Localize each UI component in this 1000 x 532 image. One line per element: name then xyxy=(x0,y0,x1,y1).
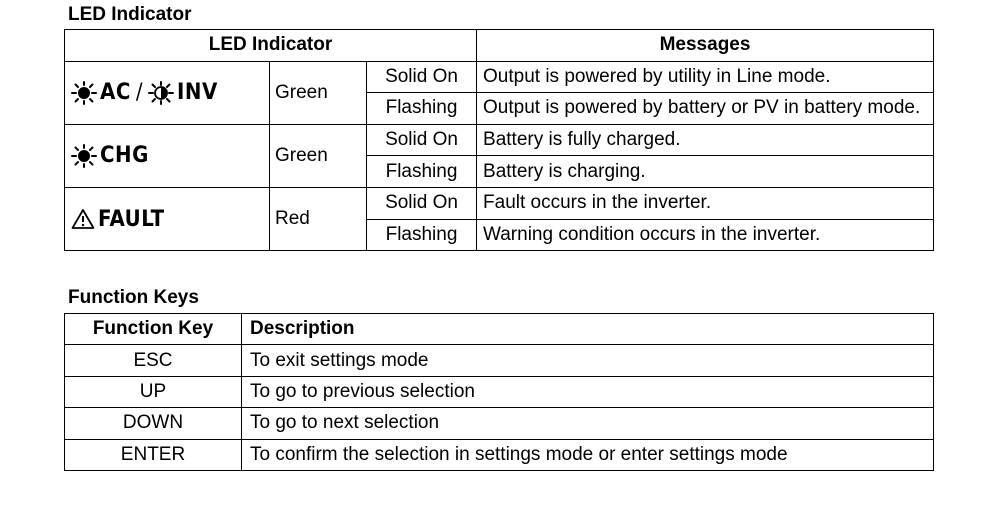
led-color: Red xyxy=(270,187,367,250)
table-row xyxy=(65,408,934,439)
led-message: Battery is fully charged. xyxy=(477,124,934,156)
table-row xyxy=(65,345,934,376)
indicator-chg xyxy=(65,124,270,187)
header-led-indicator: LED Indicator xyxy=(65,30,477,62)
table-row xyxy=(65,124,934,156)
header-function-key: Function Key xyxy=(65,314,242,345)
led-state: Solid On xyxy=(367,61,477,93)
function-key-esc: ESC xyxy=(65,345,242,376)
table-row xyxy=(65,187,934,219)
led-message: Warning condition occurs in the inverter. xyxy=(477,219,934,251)
led-section-title: LED Indicator xyxy=(68,4,192,25)
led-state: Flashing xyxy=(367,219,477,251)
warning-triangle-icon xyxy=(71,208,95,230)
function-description: To go to previous selection xyxy=(242,376,934,407)
indicator-label-fault: FAULT xyxy=(98,206,165,232)
led-header-row xyxy=(65,30,934,62)
function-header-row xyxy=(65,314,934,345)
indicator-separator: / xyxy=(135,80,144,106)
led-message: Output is powered by utility in Line mode. xyxy=(477,61,934,93)
led-color: Green xyxy=(270,124,367,187)
led-state: Flashing xyxy=(367,156,477,188)
indicator-label-ac: AC xyxy=(100,80,131,106)
header-description: Description xyxy=(242,314,934,345)
sun-filled-icon xyxy=(71,144,97,168)
header-messages: Messages xyxy=(477,30,934,62)
table-row xyxy=(65,439,934,470)
table-row xyxy=(65,376,934,407)
led-state: Solid On xyxy=(367,124,477,156)
function-description: To exit settings mode xyxy=(242,345,934,376)
function-key-up: UP xyxy=(65,376,242,407)
sun-half-icon xyxy=(148,81,174,105)
function-keys-table xyxy=(64,313,934,471)
indicator-label-inv: INV xyxy=(177,80,218,106)
led-indicator-table xyxy=(64,29,934,251)
led-message: Output is powered by battery or PV in battery mode. xyxy=(477,93,934,125)
function-key-down: DOWN xyxy=(65,408,242,439)
function-key-enter: ENTER xyxy=(65,439,242,470)
led-message: Battery is charging. xyxy=(477,156,934,188)
led-color: Green xyxy=(270,61,367,124)
indicator-label-chg: CHG xyxy=(100,143,149,169)
led-state: Solid On xyxy=(367,187,477,219)
indicator-ac-inv xyxy=(65,61,270,124)
led-message: Fault occurs in the inverter. xyxy=(477,187,934,219)
sun-filled-icon xyxy=(71,81,97,105)
function-description: To confirm the selection in settings mode or enter settings mode xyxy=(242,439,934,470)
led-state: Flashing xyxy=(367,93,477,125)
table-row xyxy=(65,61,934,93)
function-description: To go to next selection xyxy=(242,408,934,439)
function-section-title: Function Keys xyxy=(68,287,199,308)
indicator-fault xyxy=(65,187,270,250)
